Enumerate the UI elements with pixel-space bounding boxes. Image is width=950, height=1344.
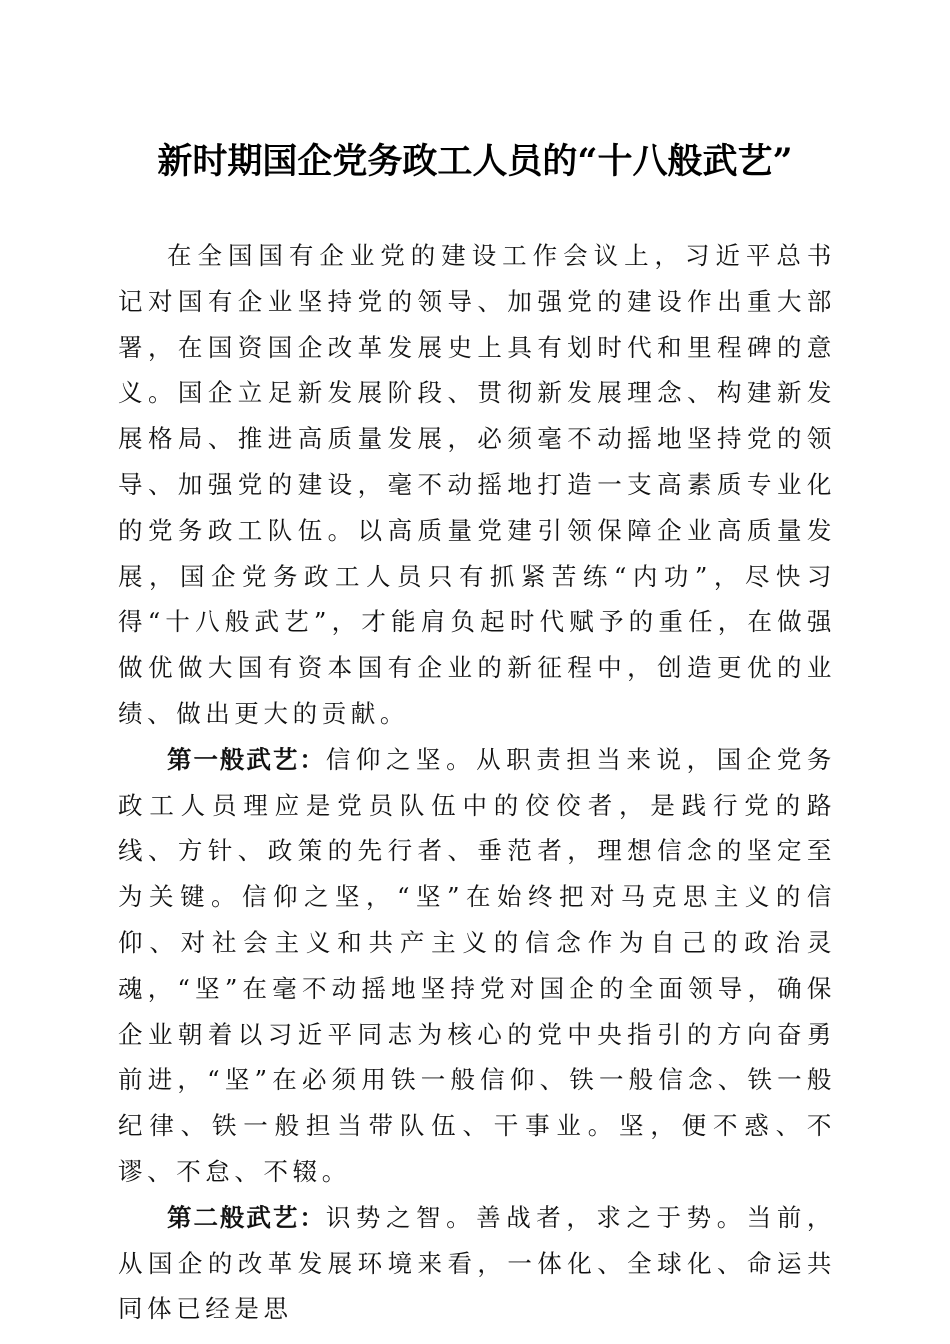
paragraph-lead: 第二般武艺： <box>167 1202 326 1232</box>
paragraph-text: 在全国国有企业党的建设工作会议上，习近平总书记对国有企业坚持党的领导、加强党的建设作出重大部署，在国资国企改革发展史上具有划时代和里程碑的意义。国企立足新发展阶段、贯彻新发展理念、构建新发展格局、推进高质量发展，必须毫不动摇地坚持党的领导、加强党的建设，毫不动摇地打造一支高素质专业化的党务政工队伍。以高质量党建引领保障企业高质量发展，国企党务政工人员只有抓紧苦练“内功”，尽快习得“十八般武艺”，才能肩负起时代赋予的重任，在做强做优做大国有资本国有企业的新征程中，创造更优的业绩、做出更大的贡献。 <box>118 241 836 728</box>
paragraph-text: 信仰之坚。从职责担当来说，国企党务政工人员理应是党员队伍中的佼佼者，是践行党的路线、方针、政策的先行者、垂范者，理想信念的坚定至为关键。信仰之坚，“坚”在始终把对马克思主义的信仰、对社会主义和共产主义的信念作为自己的政治灵魂，“坚”在毫不动摇地坚持党对国企的全面领导，确保企业朝着以习近平同志为核心的党中央指引的方向奋勇前进，“坚”在必须用铁一般信仰、铁一般信念、铁一般纪律、铁一般担当带队伍、干事业。坚，便不惑、不谬、不怠、不辍。 <box>118 744 836 1186</box>
paragraph-intro <box>118 233 836 737</box>
paragraph-text: 识势之智。善战者，求之于势。当前，从国企的改革发展环境来看，一体化、全球化、命运共同体已经是思 <box>118 1202 836 1324</box>
paragraph-lead: 第一般武艺： <box>167 744 326 774</box>
document-body <box>118 233 836 1332</box>
paragraph-first-skill <box>118 737 836 1195</box>
document-title: 新时期国企党务政工人员的“十八般武艺” <box>157 141 793 182</box>
paragraph-second-skill <box>118 1195 836 1332</box>
